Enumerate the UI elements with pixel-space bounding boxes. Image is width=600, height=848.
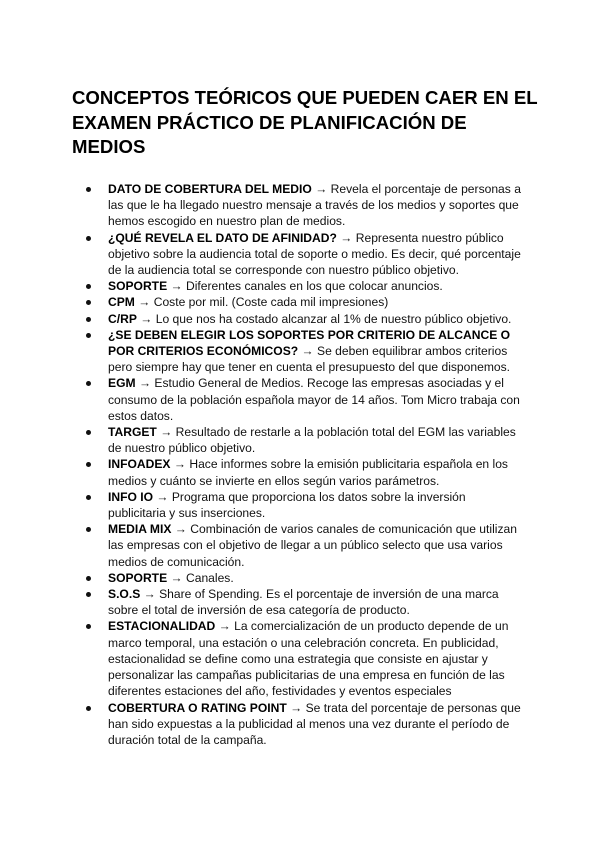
concept-term: SOPORTE <box>108 279 168 294</box>
list-item <box>86 700 522 749</box>
concept-definition: Representa nuestro público objetivo sobre la audiencia total de soporte o medio. Es decir, qué porcentaje de la audiencia total se corresponde con nuestro público objetivo. <box>108 230 521 278</box>
concept-definition: Canales. <box>185 570 234 585</box>
bullet-icon <box>86 430 91 435</box>
concept-term: S.O.S <box>108 587 141 602</box>
arrow-icon: → <box>301 344 314 359</box>
concept-definition: Lo que nos ha costado alcanzar al 1% de nuestro público objetivo. <box>155 311 512 326</box>
arrow-icon: → <box>156 489 169 504</box>
list-item <box>86 278 522 294</box>
arrow-icon: → <box>170 279 183 294</box>
arrow-icon: → <box>218 619 231 634</box>
concept-definition: Resultado de restarle a la población total del EGM las variables de nuestro público objetivo. <box>108 425 516 456</box>
bullet-icon <box>86 300 91 305</box>
concept-term: INFO IO <box>108 489 154 504</box>
list-item <box>86 181 522 230</box>
concept-definition: Share of Spending. Es el porcentaje de inversión de una marca sobre el total de inversión de esa categoría de producto. <box>108 587 499 618</box>
concept-definition: Se trata del porcentaje de personas que han sido expuestas a la publicidad al menos una vez durante el período de duración total de la campaña. <box>108 700 521 747</box>
arrow-icon: → <box>340 230 353 245</box>
arrow-icon: → <box>138 376 152 391</box>
arrow-icon: → <box>143 587 156 602</box>
concept-term: COBERTURA O RATING POINT <box>108 700 287 715</box>
list-item <box>86 327 522 376</box>
list-item <box>86 586 522 618</box>
concept-term: CPM <box>108 295 135 310</box>
document-title: CONCEPTOS TEÓRICOS QUE PUEDEN CAER EN EL EXAMEN PRÁCTICO DE PLANIFICACIÓN DE MEDIOS <box>72 87 538 157</box>
concept-term: INFOADEX <box>108 457 171 472</box>
concept-definition: La comercialización de un producto depende de un marco temporal, una estación o una celebración concreta. En publicidad, estacionalidad se define como una estrategia que consiste en ajustar y personalizar las campañas publicitarias de una empresa en función de las diferentes estaciones del año, festividades y eventos especiales <box>108 619 509 699</box>
bullet-icon <box>86 706 91 711</box>
concept-definition: Diferentes canales en los que colocar anuncios. <box>185 279 443 294</box>
concept-definition: Coste por mil. (Coste cada mil impresiones) <box>153 295 389 310</box>
concept-definition: Combinación de varios canales de comunicación que utilizan las empresas con el objetivo de llegar a un público selecto que usa varios medios de comunicación. <box>108 522 517 569</box>
bullet-icon <box>86 576 91 581</box>
list-item <box>86 521 522 570</box>
list-item <box>86 294 522 310</box>
list-item <box>86 230 522 279</box>
concept-term: SOPORTE <box>108 570 168 585</box>
arrow-icon: → <box>290 700 303 715</box>
concept-definition: Programa que proporciona los datos sobre la inversión publicitaria y sus inserciones. <box>108 489 466 521</box>
bullet-icon <box>86 624 91 629</box>
concept-term: C/RP <box>108 311 137 326</box>
arrow-icon: → <box>138 295 151 310</box>
list-item <box>86 570 522 586</box>
list-item <box>86 311 522 327</box>
bullet-icon <box>86 187 91 192</box>
bullet-icon <box>86 317 91 322</box>
concept-term: DATO DE COBERTURA DEL MEDIO <box>108 182 312 196</box>
list-item <box>86 375 522 424</box>
arrow-icon: → <box>160 425 173 440</box>
bullet-icon <box>86 527 91 532</box>
bullet-icon <box>86 236 91 241</box>
bullet-icon <box>86 333 91 338</box>
concept-term: TARGET <box>108 425 157 440</box>
concept-term: ¿QUÉ REVELA EL DATO DE AFINIDAD? <box>108 230 337 245</box>
list-item <box>86 489 522 521</box>
concept-term: EGM <box>108 376 136 391</box>
concept-definition: Revela el porcentaje de personas a las que le ha llegado nuestro mensaje a través de los medios y soportes que hemos escogido en nuestro plan de medios. <box>108 182 521 229</box>
concept-definition: Estudio General de Medios. Recoge las empresas asociadas y el consumo de la población española mayor de 14 años. Tom Micro trabaja con estos datos. <box>108 376 520 423</box>
list-item <box>86 424 522 456</box>
list-item <box>86 456 522 488</box>
arrow-icon: → <box>173 457 186 472</box>
arrow-icon: → <box>174 522 187 537</box>
concept-term: MEDIA MIX <box>108 522 172 537</box>
arrow-icon: → <box>140 311 153 326</box>
bullet-icon <box>86 592 91 597</box>
concept-list <box>86 181 522 748</box>
concept-definition: Hace informes sobre la emisión publicitaria española en los medios y cuánto se invierte en ellos según varios parámetros. <box>108 457 508 488</box>
arrow-icon: → <box>315 182 328 196</box>
arrow-icon: → <box>170 570 183 585</box>
bullet-icon <box>86 381 91 386</box>
bullet-icon <box>86 462 91 467</box>
concept-definition: Se deben equilibrar ambos criterios pero siempre hay que tener en cuenta el presupuesto del que disponemos. <box>108 344 511 375</box>
concept-term: ¿SE DEBEN ELEGIR LOS SOPORTES POR CRITERIO DE ALCANCE O POR CRITERIOS ECONÓMICOS? <box>108 327 511 359</box>
bullet-icon <box>86 284 91 289</box>
concept-term: ESTACIONALIDAD <box>108 619 216 634</box>
bullet-icon <box>86 495 91 500</box>
list-item <box>86 618 522 699</box>
